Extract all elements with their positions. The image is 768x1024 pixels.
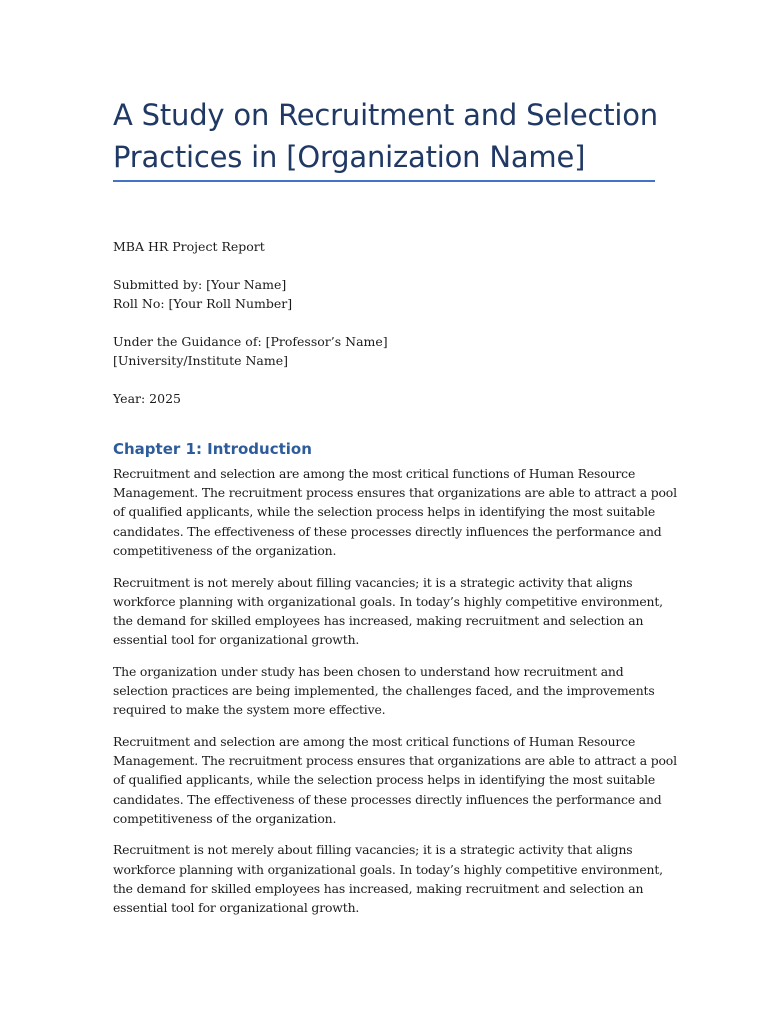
year: Year: 2025 bbox=[113, 391, 181, 406]
paragraph-line: workforce planning with organizational goals. In today’s highly competitive environment, bbox=[113, 861, 663, 877]
submitted-by: Submitted by: [Your Name] bbox=[113, 277, 287, 292]
document-page bbox=[113, 0, 677, 917]
guidance-block bbox=[113, 332, 655, 370]
paragraph-line: Recruitment is not merely about filling vacancies; it is a strategic activity that aligns bbox=[113, 574, 633, 590]
document-title bbox=[113, 0, 658, 178]
paragraph-line: workforce planning with organizational goals. In today’s highly competitive environment, bbox=[113, 593, 663, 609]
title-line-1: A Study on Recruitment and Selection bbox=[113, 98, 658, 132]
year-block bbox=[113, 389, 655, 408]
paragraph-line: Management. The recruitment process ensures that organizations are able to attract a pool bbox=[113, 485, 677, 501]
paragraph-line: competitiveness of the organization. bbox=[113, 542, 337, 558]
submission-block bbox=[113, 275, 655, 313]
paragraph-line: the demand for skilled employees has increased, making recruitment and selection an bbox=[113, 880, 644, 896]
paragraph-line: Recruitment is not merely about filling vacancies; it is a strategic activity that aligns bbox=[113, 842, 633, 858]
body-paragraph bbox=[113, 732, 677, 828]
guidance: Under the Guidance of: [Professor’s Name] bbox=[113, 334, 388, 349]
body-paragraph bbox=[113, 662, 655, 720]
body-paragraph bbox=[113, 840, 663, 917]
chapter-heading: Chapter 1: Introduction bbox=[113, 440, 312, 458]
paragraph-line: essential tool for organizational growth. bbox=[113, 900, 360, 916]
roll-number: Roll No: [Your Roll Number] bbox=[113, 296, 293, 311]
paragraph-line: essential tool for organizational growth. bbox=[113, 632, 360, 648]
front-matter bbox=[113, 237, 655, 408]
paragraph-line: The organization under study has been chosen to understand how recruitment and bbox=[113, 663, 624, 679]
title-underline-divider bbox=[113, 180, 655, 182]
paragraph-line: required to make the system more effective. bbox=[113, 702, 386, 718]
paragraph-line: competitiveness of the organization. bbox=[113, 810, 337, 826]
paragraph-line: candidates. The effectiveness of these processes directly influences the performance and bbox=[113, 523, 662, 539]
paragraph-line: candidates. The effectiveness of these processes directly influences the performance and bbox=[113, 791, 662, 807]
institution: [University/Institute Name] bbox=[113, 353, 289, 368]
paragraph-line: Recruitment and selection are among the most critical functions of Human Resource bbox=[113, 466, 636, 481]
chapter-body bbox=[113, 464, 677, 917]
paragraph-line: of qualified applicants, while the selection process helps in identifying the most suitable bbox=[113, 772, 656, 788]
body-paragraph bbox=[113, 573, 663, 650]
body-paragraph bbox=[113, 464, 677, 560]
paragraph-line: the demand for skilled employees has increased, making recruitment and selection an bbox=[113, 612, 644, 628]
paragraph-line: of qualified applicants, while the selection process helps in identifying the most suitable bbox=[113, 504, 656, 520]
report-type: MBA HR Project Report bbox=[113, 239, 265, 254]
title-line-2: Practices in [Organization Name] bbox=[113, 140, 586, 174]
paragraph-line: Management. The recruitment process ensures that organizations are able to attract a pool bbox=[113, 753, 677, 769]
report-type-block bbox=[113, 237, 655, 256]
paragraph-line: selection practices are being implemented, the challenges faced, and the improvements bbox=[113, 683, 655, 699]
paragraph-line: Recruitment and selection are among the most critical functions of Human Resource bbox=[113, 733, 636, 749]
